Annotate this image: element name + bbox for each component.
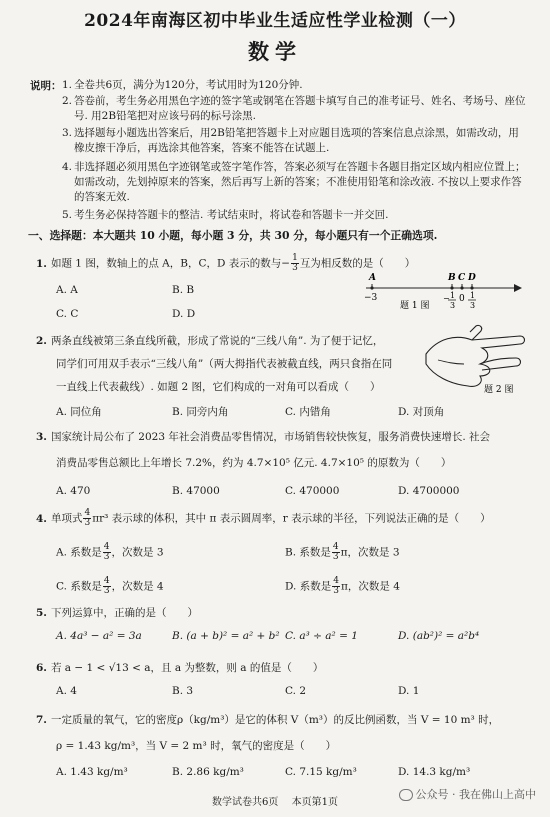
question-number: 4. xyxy=(36,512,47,525)
tick-label-neg3: −3 xyxy=(364,293,378,303)
note-text: 非选择题必须用黑色字迹钢笔或签字笔作答，答案必须写在答题卡各题目指定区域内相应位置上；如需改动，先划掉原来的答案，然后再写上新的答案；不准使用铅笔和涂改液. 不按以上要求作答的答案无效. xyxy=(74,161,526,203)
label-b: B xyxy=(448,273,456,283)
note-number: 5. xyxy=(62,209,73,221)
option-text: B. 系数是 xyxy=(285,546,331,559)
point-a xyxy=(370,286,373,289)
label-d: D xyxy=(468,273,476,283)
question-4 xyxy=(36,509,526,528)
fraction-numerator: 4 xyxy=(332,542,339,552)
question-2 xyxy=(36,333,416,349)
option-text-end: π，次数是 4 xyxy=(340,580,400,593)
option-b[interactable]: B. B xyxy=(172,284,195,296)
instructions-label: 说明： xyxy=(30,80,62,92)
question-5 xyxy=(36,605,516,621)
option-b[interactable]: B. 47000 xyxy=(172,485,220,497)
option-a[interactable]: A. 470 xyxy=(56,485,91,497)
option-b[interactable]: B. 3 xyxy=(172,685,194,697)
question-3-line2: 消费品零售总额比上年增长 7.2%，约为 4.7×10⁵ 亿元. 4.7×10⁵ 的原数为（ ） xyxy=(56,457,452,469)
question-number: 6. xyxy=(36,662,47,674)
label-c: C xyxy=(458,273,466,283)
fraction-denominator: 3 xyxy=(332,552,339,562)
subject-title: 数学 xyxy=(248,39,302,64)
note-item xyxy=(62,126,529,156)
question-2-line3: 一直线上代表截线）. 如题 2 图，它们构成的一对角可以看成（ ） xyxy=(56,381,381,393)
question-number: 5. xyxy=(36,607,47,619)
hands-figure xyxy=(420,324,530,394)
label-a: A xyxy=(369,273,376,283)
minus-sign: − xyxy=(281,257,291,270)
tick-label-num: 1 xyxy=(450,291,456,300)
note-text: 答卷前，考生务必用黑色字迹的签字笔或钢笔在答题卡填写自己的准考证号、姓名、考场号、座位号. 用2B铅笔把对应该号码的标号涂黑. xyxy=(74,95,526,122)
fraction xyxy=(83,509,91,528)
question-2-line2: 同学们可用双手表示“三线八角”（两大拇指代表被截直线，两只食指在同 xyxy=(56,358,393,370)
thumb-icon xyxy=(470,325,482,340)
question-number: 7. xyxy=(36,714,47,726)
option-d[interactable]: D. 4700000 xyxy=(398,485,460,497)
fraction-numerator: 4 xyxy=(103,576,110,586)
note-item xyxy=(62,208,529,223)
option-c[interactable]: C. a³ ÷ a² = 1 xyxy=(285,630,358,642)
question-number: 3. xyxy=(36,431,47,443)
option-d[interactable]: D. 对顶角 xyxy=(398,406,445,418)
option-text-end: ，次数是 3 xyxy=(111,546,164,559)
option-d[interactable]: D. 1 xyxy=(398,685,420,697)
option-a[interactable] xyxy=(56,543,164,562)
section-heading: 一、选择题：本大题共 10 小题，每小题 3 分，共 30 分，每小题只有一个正确选项. xyxy=(28,229,438,242)
crease-line xyxy=(438,360,464,364)
option-c[interactable]: C. C xyxy=(56,308,79,320)
option-a[interactable]: A. A xyxy=(56,284,78,296)
question-7-line2: ρ = 1.43 kg/m³，当 V = 2 m³ 时，氧气的密度是（ ） xyxy=(56,740,337,752)
note-number: 1. xyxy=(62,79,73,91)
option-text: C. 系数是 xyxy=(56,580,102,593)
option-text: D. 系数是 xyxy=(285,580,332,593)
figure-caption: 题 2 图 xyxy=(484,385,514,394)
option-a[interactable]: A. 4 xyxy=(56,685,77,697)
number-line-figure xyxy=(362,268,522,322)
option-a[interactable]: A. 同位角 xyxy=(56,406,102,418)
fraction-numerator: 4 xyxy=(103,542,110,552)
point-c xyxy=(460,286,463,289)
option-c[interactable]: C. 7.15 kg/m³ xyxy=(285,766,357,778)
arrow-right-icon xyxy=(514,284,522,292)
option-a[interactable]: A. 4a³ − a² = 3a xyxy=(56,630,142,642)
fraction xyxy=(291,254,299,273)
question-stem: 单项式 xyxy=(50,512,83,525)
note-item xyxy=(62,94,529,124)
point-d xyxy=(470,286,473,289)
option-d[interactable]: D. D xyxy=(172,308,196,320)
fraction xyxy=(103,577,111,596)
question-stem: 若 a − 1 < √13 < a，且 a 为整数，则 a 的值是（ ） xyxy=(50,662,324,674)
note-item xyxy=(62,78,529,93)
question-stem: 国家统计局公布了 2023 年社会消费品零售情况，市场销售较快恢复，服务消费快速增长. 社会 xyxy=(50,431,491,443)
hand-icon xyxy=(426,336,525,386)
option-d[interactable]: D. (ab²)² = a²b⁴ xyxy=(398,630,480,642)
question-number: 1. xyxy=(36,257,47,270)
fraction-denominator: 3 xyxy=(84,518,91,528)
option-b[interactable]: B. 2.86 kg/m³ xyxy=(172,766,244,778)
tick-label-zero: 0 xyxy=(459,294,465,304)
question-stem: 一定质量的氧气，它的密度ρ（kg/m³）是它的体积 V（m³）的反比例函数，当 V = 10 m³ 时， xyxy=(50,714,500,726)
exam-title: 2024年南海区初中毕业生适应性学业检测（一） xyxy=(84,11,466,31)
fraction-denominator: 3 xyxy=(292,263,298,273)
fraction-numerator: 4 xyxy=(333,576,339,586)
question-3 xyxy=(36,429,516,445)
option-d[interactable] xyxy=(285,577,400,596)
question-stem: 如题 1 图，数轴上的点 A，B，C，D 表示的数与 xyxy=(50,257,282,270)
fraction-denominator: 3 xyxy=(103,552,110,562)
fraction xyxy=(103,543,111,562)
figure-caption: 题 1 图 xyxy=(400,301,430,311)
option-c[interactable]: C. 内错角 xyxy=(285,406,331,418)
page-footer: 数学试卷共6页 本页第1页 xyxy=(212,797,338,808)
note-text: 选择题每小题选出答案后，用2B铅笔把答题卡上对应题目选项的答案信息点涂黑，如需改动，用橡皮擦干净后，再选涂其他答案，答案不能答在试题上. xyxy=(74,127,519,154)
tick-label-minus: − xyxy=(443,294,450,303)
option-b[interactable]: B. (a + b)² = a² + b² xyxy=(172,630,280,642)
option-c[interactable]: C. 470000 xyxy=(285,485,340,497)
question-stem: 两条直线被第三条直线所截，形成了常说的“三线八角”. 为了便于记忆， xyxy=(50,335,384,347)
note-number: 4. xyxy=(62,161,73,173)
option-c[interactable]: C. 2 xyxy=(285,685,307,697)
option-a[interactable]: A. 1.43 kg/m³ xyxy=(56,766,128,778)
option-c[interactable] xyxy=(56,577,164,596)
fraction xyxy=(332,543,340,562)
option-text-end: π，次数是 3 xyxy=(340,546,400,559)
note-number: 3. xyxy=(62,127,73,139)
question-7 xyxy=(36,712,531,728)
option-text: A. 系数是 xyxy=(56,546,102,559)
watermark-text: 公众号 · 我在佛山上高中 xyxy=(415,788,536,801)
question-stem: 下列运算中，正确的是（ ） xyxy=(50,607,198,619)
fraction-numerator: 1 xyxy=(292,253,298,263)
option-text-end: ，次数是 4 xyxy=(111,580,164,593)
note-text: 全卷共6页，满分为120分，考试用时为120分钟. xyxy=(74,79,303,91)
note-number: 2. xyxy=(62,95,73,107)
tick-label-num: 1 xyxy=(470,291,476,300)
fraction-denominator: 3 xyxy=(333,586,339,596)
fraction-denominator: 3 xyxy=(103,586,110,596)
option-b[interactable] xyxy=(285,543,400,562)
tick-label-den: 3 xyxy=(470,301,476,310)
wechat-icon xyxy=(399,789,413,801)
fraction-numerator: 4 xyxy=(84,508,91,518)
tick-label-den: 3 xyxy=(450,301,456,310)
point-b xyxy=(450,286,453,289)
note-item xyxy=(62,160,529,205)
question-stem-end: 互为相反数的是（ ） xyxy=(299,257,416,270)
option-d[interactable]: D. 14.3 kg/m³ xyxy=(398,766,471,778)
option-b[interactable]: B. 同旁内角 xyxy=(172,406,229,418)
question-6 xyxy=(36,660,516,676)
fraction xyxy=(332,577,340,596)
note-text: 考生务必保持答题卡的整洁. 考试结束时，将试卷和答题卡一并交回. xyxy=(74,209,389,221)
question-number: 2. xyxy=(36,335,47,347)
watermark xyxy=(399,786,537,802)
question-stem-end: πr³ 表示球的体积，其中 π 表示圆周率，r 表示球的半径，下列说法正确的是（ ） xyxy=(92,512,491,525)
